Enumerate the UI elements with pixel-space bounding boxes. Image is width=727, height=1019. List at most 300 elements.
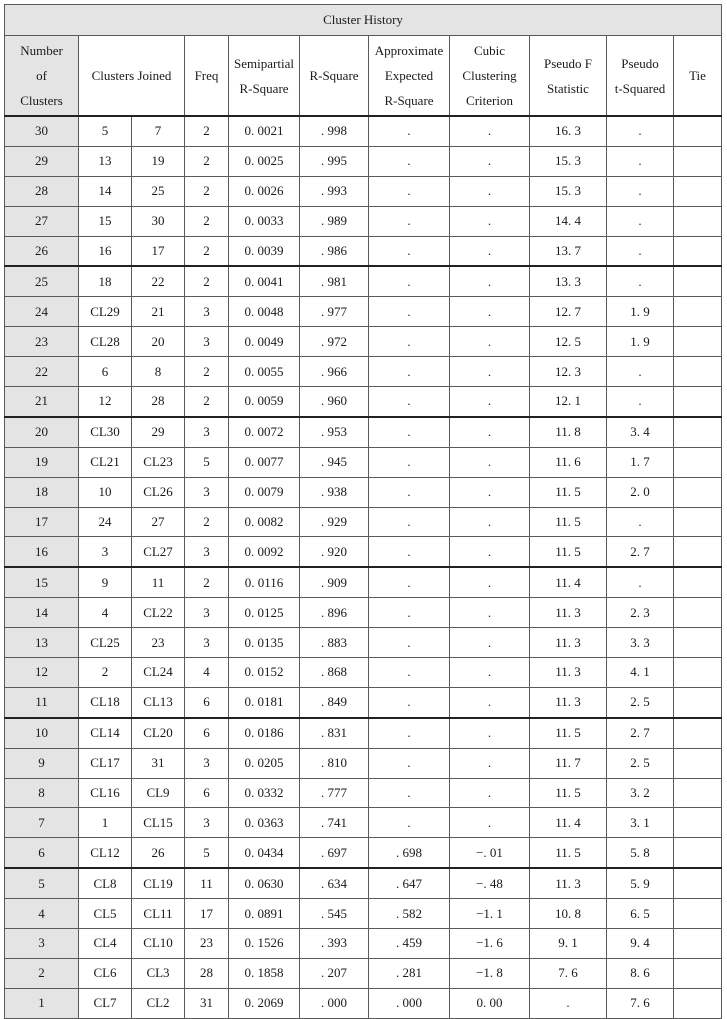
cell-ccc: .	[450, 146, 530, 176]
cell-tie	[674, 658, 722, 688]
cell-rsquare: . 741	[300, 808, 369, 838]
cell-joined-2: CL23	[132, 447, 185, 477]
cell-semipartial-rsquare: 0. 0434	[229, 838, 300, 868]
cell-number-of-clusters: 29	[5, 146, 79, 176]
cell-tie	[674, 116, 722, 146]
cell-tie	[674, 206, 722, 236]
cell-joined-2: 17	[132, 236, 185, 266]
cell-joined-1: CL4	[79, 929, 132, 959]
cell-tie	[674, 628, 722, 658]
cell-pseudo-t-squared: 5. 8	[607, 838, 674, 868]
table-row	[5, 718, 722, 748]
cell-ccc: .	[450, 808, 530, 838]
cell-joined-1: CL16	[79, 778, 132, 808]
cell-rsquare: . 960	[300, 387, 369, 417]
cell-ccc: .	[450, 297, 530, 327]
table-row	[5, 327, 722, 357]
cell-joined-2: 8	[132, 357, 185, 387]
cell-pseudo-t-squared: 3. 3	[607, 628, 674, 658]
cell-number-of-clusters: 30	[5, 116, 79, 146]
cell-approx-expected-rsquare: .	[369, 266, 450, 296]
cell-pseudo-f: 11. 6	[530, 447, 607, 477]
cell-semipartial-rsquare: 0. 0041	[229, 266, 300, 296]
cell-pseudo-f: 7. 6	[530, 958, 607, 988]
cell-approx-expected-rsquare: .	[369, 477, 450, 507]
column-header-row	[5, 36, 722, 117]
cell-pseudo-t-squared: 4. 1	[607, 658, 674, 688]
cell-tie	[674, 387, 722, 417]
cell-number-of-clusters: 23	[5, 327, 79, 357]
cell-ccc: .	[450, 327, 530, 357]
cell-pseudo-t-squared: 9. 4	[607, 929, 674, 959]
cell-freq: 6	[185, 718, 229, 748]
cell-joined-1: 2	[79, 658, 132, 688]
cell-joined-2: CL10	[132, 929, 185, 959]
cell-approx-expected-rsquare: .	[369, 387, 450, 417]
cell-joined-1: CL21	[79, 447, 132, 477]
table-row	[5, 687, 722, 717]
cell-semipartial-rsquare: 0. 0025	[229, 146, 300, 176]
cell-tie	[674, 929, 722, 959]
cell-pseudo-f: 15. 3	[530, 176, 607, 206]
header-rsquare: R-Square	[300, 36, 369, 117]
cell-joined-2: CL3	[132, 958, 185, 988]
cell-semipartial-rsquare: 0. 0026	[229, 176, 300, 206]
cell-freq: 2	[185, 116, 229, 146]
cell-joined-1: CL28	[79, 327, 132, 357]
cell-semipartial-rsquare: 0. 0092	[229, 537, 300, 567]
cell-ccc: .	[450, 266, 530, 296]
table-row	[5, 417, 722, 447]
cell-semipartial-rsquare: 0. 0072	[229, 417, 300, 447]
cell-freq: 28	[185, 958, 229, 988]
cell-joined-2: CL27	[132, 537, 185, 567]
cell-joined-1: CL30	[79, 417, 132, 447]
cell-joined-2: 31	[132, 748, 185, 778]
cell-semipartial-rsquare: 0. 0055	[229, 357, 300, 387]
cell-number-of-clusters: 12	[5, 658, 79, 688]
cell-ccc: .	[450, 567, 530, 597]
table-row	[5, 658, 722, 688]
cell-pseudo-f: 12. 1	[530, 387, 607, 417]
cell-rsquare: . 909	[300, 567, 369, 597]
cell-number-of-clusters: 14	[5, 598, 79, 628]
cell-approx-expected-rsquare: .	[369, 297, 450, 327]
cell-tie	[674, 176, 722, 206]
cell-freq: 3	[185, 598, 229, 628]
cell-tie	[674, 477, 722, 507]
cell-approx-expected-rsquare: .	[369, 146, 450, 176]
cell-rsquare: . 993	[300, 176, 369, 206]
cell-joined-1: 10	[79, 477, 132, 507]
cell-joined-1: 3	[79, 537, 132, 567]
cell-freq: 5	[185, 838, 229, 868]
cell-number-of-clusters: 24	[5, 297, 79, 327]
cell-semipartial-rsquare: 0. 0891	[229, 899, 300, 929]
cell-approx-expected-rsquare: .	[369, 116, 450, 146]
cell-freq: 5	[185, 447, 229, 477]
table-row	[5, 838, 722, 868]
cell-joined-2: 11	[132, 567, 185, 597]
cell-semipartial-rsquare: 0. 0039	[229, 236, 300, 266]
cell-freq: 3	[185, 297, 229, 327]
cell-rsquare: . 545	[300, 899, 369, 929]
cell-freq: 3	[185, 477, 229, 507]
cell-rsquare: . 966	[300, 357, 369, 387]
cell-joined-2: 28	[132, 387, 185, 417]
table-row	[5, 387, 722, 417]
cell-approx-expected-rsquare: .	[369, 357, 450, 387]
cell-freq: 11	[185, 868, 229, 898]
cell-joined-2: 20	[132, 327, 185, 357]
cell-joined-2: 27	[132, 507, 185, 537]
table-row	[5, 507, 722, 537]
cell-ccc: .	[450, 658, 530, 688]
cell-approx-expected-rsquare: .	[369, 206, 450, 236]
cell-joined-1: CL17	[79, 748, 132, 778]
cell-joined-2: CL26	[132, 477, 185, 507]
cell-rsquare: . 810	[300, 748, 369, 778]
header-number-of-clusters: Number of Clusters	[5, 36, 79, 117]
cell-tie	[674, 507, 722, 537]
cell-pseudo-t-squared: .	[607, 146, 674, 176]
table-row	[5, 447, 722, 477]
cell-ccc: .	[450, 778, 530, 808]
table-row	[5, 567, 722, 597]
cell-pseudo-f: 11. 5	[530, 537, 607, 567]
cell-freq: 3	[185, 748, 229, 778]
cell-approx-expected-rsquare: . 459	[369, 929, 450, 959]
table-row	[5, 176, 722, 206]
table-row	[5, 598, 722, 628]
cell-semipartial-rsquare: 0. 0077	[229, 447, 300, 477]
cell-pseudo-f: .	[530, 988, 607, 1018]
cell-approx-expected-rsquare: . 698	[369, 838, 450, 868]
cell-approx-expected-rsquare: .	[369, 598, 450, 628]
cell-pseudo-t-squared: 2. 7	[607, 537, 674, 567]
cell-pseudo-t-squared: .	[607, 206, 674, 236]
cell-pseudo-t-squared: 7. 6	[607, 988, 674, 1018]
cell-tie	[674, 537, 722, 567]
cell-approx-expected-rsquare: .	[369, 236, 450, 266]
cell-pseudo-f: 11. 3	[530, 598, 607, 628]
cell-tie	[674, 778, 722, 808]
cell-rsquare: . 945	[300, 447, 369, 477]
table-row	[5, 988, 722, 1018]
cell-pseudo-t-squared: 5. 9	[607, 868, 674, 898]
cell-tie	[674, 236, 722, 266]
cell-ccc: −1. 8	[450, 958, 530, 988]
cell-joined-2: CL24	[132, 658, 185, 688]
cell-pseudo-f: 11. 3	[530, 687, 607, 717]
cell-number-of-clusters: 16	[5, 537, 79, 567]
cell-rsquare: . 896	[300, 598, 369, 628]
cell-rsquare: . 697	[300, 838, 369, 868]
cell-ccc: .	[450, 687, 530, 717]
cell-joined-1: 4	[79, 598, 132, 628]
cell-joined-1: CL14	[79, 718, 132, 748]
cell-number-of-clusters: 18	[5, 477, 79, 507]
cell-approx-expected-rsquare: .	[369, 327, 450, 357]
cell-freq: 2	[185, 567, 229, 597]
cell-joined-1: 16	[79, 236, 132, 266]
header-clusters-joined: Clusters Joined	[79, 36, 185, 117]
cell-freq: 2	[185, 146, 229, 176]
cell-semipartial-rsquare: 0. 0082	[229, 507, 300, 537]
cell-tie	[674, 266, 722, 296]
table-row	[5, 958, 722, 988]
cell-rsquare: . 986	[300, 236, 369, 266]
header-freq: Freq	[185, 36, 229, 117]
cell-semipartial-rsquare: 0. 0021	[229, 116, 300, 146]
cell-joined-2: 23	[132, 628, 185, 658]
cell-number-of-clusters: 9	[5, 748, 79, 778]
cell-rsquare: . 995	[300, 146, 369, 176]
cell-tie	[674, 748, 722, 778]
cell-rsquare: . 000	[300, 988, 369, 1018]
cell-pseudo-t-squared: 3. 1	[607, 808, 674, 838]
cell-approx-expected-rsquare: . 281	[369, 958, 450, 988]
cell-approx-expected-rsquare: .	[369, 687, 450, 717]
cell-approx-expected-rsquare: .	[369, 176, 450, 206]
header-pseudo-t-squared: Pseudo t-Squared	[607, 36, 674, 117]
cell-approx-expected-rsquare: .	[369, 417, 450, 447]
cell-ccc: .	[450, 387, 530, 417]
cell-pseudo-t-squared: .	[607, 387, 674, 417]
cell-joined-1: CL18	[79, 687, 132, 717]
cell-ccc: .	[450, 447, 530, 477]
cell-pseudo-f: 11. 3	[530, 868, 607, 898]
cell-freq: 6	[185, 778, 229, 808]
cell-pseudo-f: 13. 3	[530, 266, 607, 296]
cell-joined-1: 14	[79, 176, 132, 206]
cell-pseudo-f: 11. 8	[530, 417, 607, 447]
cell-ccc: −1. 1	[450, 899, 530, 929]
cell-freq: 31	[185, 988, 229, 1018]
cell-number-of-clusters: 19	[5, 447, 79, 477]
cell-number-of-clusters: 5	[5, 868, 79, 898]
cell-joined-1: 13	[79, 146, 132, 176]
cell-number-of-clusters: 21	[5, 387, 79, 417]
cell-rsquare: . 989	[300, 206, 369, 236]
cell-pseudo-f: 14. 4	[530, 206, 607, 236]
cell-approx-expected-rsquare: .	[369, 778, 450, 808]
cell-approx-expected-rsquare: .	[369, 718, 450, 748]
cell-number-of-clusters: 28	[5, 176, 79, 206]
cell-rsquare: . 777	[300, 778, 369, 808]
cell-tie	[674, 808, 722, 838]
table-row	[5, 116, 722, 146]
cell-joined-2: 25	[132, 176, 185, 206]
table-row	[5, 628, 722, 658]
table-title: Cluster History	[5, 5, 722, 36]
cell-joined-2: CL22	[132, 598, 185, 628]
cell-semipartial-rsquare: 0. 0135	[229, 628, 300, 658]
cell-pseudo-t-squared: .	[607, 507, 674, 537]
cell-semipartial-rsquare: 0. 2069	[229, 988, 300, 1018]
cell-number-of-clusters: 6	[5, 838, 79, 868]
cell-pseudo-f: 11. 4	[530, 808, 607, 838]
cell-rsquare: . 977	[300, 297, 369, 327]
cell-freq: 17	[185, 899, 229, 929]
cell-freq: 3	[185, 808, 229, 838]
cell-pseudo-t-squared: 1. 7	[607, 447, 674, 477]
cell-pseudo-t-squared: .	[607, 236, 674, 266]
cell-approx-expected-rsquare: .	[369, 447, 450, 477]
cell-ccc: .	[450, 116, 530, 146]
table-row	[5, 778, 722, 808]
cell-pseudo-f: 12. 7	[530, 297, 607, 327]
cell-rsquare: . 393	[300, 929, 369, 959]
cell-freq: 4	[185, 658, 229, 688]
cell-semipartial-rsquare: 0. 0363	[229, 808, 300, 838]
cell-semipartial-rsquare: 0. 0059	[229, 387, 300, 417]
cell-freq: 2	[185, 387, 229, 417]
cell-rsquare: . 207	[300, 958, 369, 988]
cell-semipartial-rsquare: 0. 0152	[229, 658, 300, 688]
cell-tie	[674, 567, 722, 597]
cell-pseudo-f: 12. 5	[530, 327, 607, 357]
cell-semipartial-rsquare: 0. 0079	[229, 477, 300, 507]
table-row	[5, 266, 722, 296]
cell-freq: 2	[185, 507, 229, 537]
cell-freq: 3	[185, 537, 229, 567]
cell-number-of-clusters: 7	[5, 808, 79, 838]
cell-ccc: .	[450, 507, 530, 537]
cell-joined-1: CL8	[79, 868, 132, 898]
cell-tie	[674, 868, 722, 898]
cell-approx-expected-rsquare: .	[369, 748, 450, 778]
cell-joined-1: 6	[79, 357, 132, 387]
table-row	[5, 537, 722, 567]
table-row	[5, 297, 722, 327]
cell-tie	[674, 146, 722, 176]
cell-pseudo-t-squared: 6. 5	[607, 899, 674, 929]
cell-number-of-clusters: 17	[5, 507, 79, 537]
cell-joined-1: 5	[79, 116, 132, 146]
table-row	[5, 236, 722, 266]
cell-ccc: .	[450, 718, 530, 748]
cell-ccc: −1. 6	[450, 929, 530, 959]
cell-rsquare: . 998	[300, 116, 369, 146]
cell-joined-2: 21	[132, 297, 185, 327]
cell-joined-2: 7	[132, 116, 185, 146]
cell-number-of-clusters: 3	[5, 929, 79, 959]
cell-semipartial-rsquare: 0. 0205	[229, 748, 300, 778]
cell-rsquare: . 883	[300, 628, 369, 658]
cell-pseudo-t-squared: .	[607, 116, 674, 146]
cell-freq: 2	[185, 176, 229, 206]
cell-joined-2: CL2	[132, 988, 185, 1018]
cell-rsquare: . 938	[300, 477, 369, 507]
cell-rsquare: . 929	[300, 507, 369, 537]
cell-pseudo-f: 15. 3	[530, 146, 607, 176]
cell-pseudo-t-squared: 2. 3	[607, 598, 674, 628]
cell-pseudo-t-squared: .	[607, 567, 674, 597]
cell-rsquare: . 831	[300, 718, 369, 748]
table-title-row	[5, 5, 722, 36]
cell-semipartial-rsquare: 0. 0125	[229, 598, 300, 628]
cell-joined-2: CL13	[132, 687, 185, 717]
cell-pseudo-f: 11. 5	[530, 507, 607, 537]
cell-number-of-clusters: 26	[5, 236, 79, 266]
cell-rsquare: . 634	[300, 868, 369, 898]
cell-tie	[674, 598, 722, 628]
cell-rsquare: . 920	[300, 537, 369, 567]
cell-pseudo-f: 11. 3	[530, 628, 607, 658]
cell-pseudo-f: 11. 7	[530, 748, 607, 778]
cell-ccc: .	[450, 176, 530, 206]
cell-tie	[674, 988, 722, 1018]
cell-freq: 3	[185, 327, 229, 357]
cell-pseudo-f: 11. 5	[530, 477, 607, 507]
cell-approx-expected-rsquare: .	[369, 537, 450, 567]
cell-joined-1: CL7	[79, 988, 132, 1018]
cell-freq: 2	[185, 236, 229, 266]
cell-semipartial-rsquare: 0. 0630	[229, 868, 300, 898]
table-row	[5, 206, 722, 236]
cell-tie	[674, 447, 722, 477]
cell-number-of-clusters: 1	[5, 988, 79, 1018]
cell-pseudo-t-squared: 2. 5	[607, 748, 674, 778]
cell-number-of-clusters: 22	[5, 357, 79, 387]
header-cubic-clustering-criterion: Cubic Clustering Criterion	[450, 36, 530, 117]
cell-approx-expected-rsquare: . 647	[369, 868, 450, 898]
cell-semipartial-rsquare: 0. 0048	[229, 297, 300, 327]
cell-pseudo-t-squared: .	[607, 357, 674, 387]
cell-joined-2: CL11	[132, 899, 185, 929]
cell-tie	[674, 357, 722, 387]
cell-tie	[674, 417, 722, 447]
header-semipartial-rsquare: Semipartial R-Square	[229, 36, 300, 117]
cell-pseudo-t-squared: 2. 0	[607, 477, 674, 507]
cell-pseudo-f: 11. 5	[530, 718, 607, 748]
cell-tie	[674, 838, 722, 868]
cell-joined-2: 22	[132, 266, 185, 296]
cell-pseudo-f: 9. 1	[530, 929, 607, 959]
cell-joined-1: CL6	[79, 958, 132, 988]
cell-ccc: .	[450, 598, 530, 628]
cell-pseudo-f: 11. 3	[530, 658, 607, 688]
cell-semipartial-rsquare: 0. 0049	[229, 327, 300, 357]
cell-number-of-clusters: 2	[5, 958, 79, 988]
cell-number-of-clusters: 20	[5, 417, 79, 447]
cell-tie	[674, 958, 722, 988]
cell-approx-expected-rsquare: .	[369, 658, 450, 688]
cell-joined-2: 19	[132, 146, 185, 176]
cell-joined-1: 24	[79, 507, 132, 537]
cell-rsquare: . 981	[300, 266, 369, 296]
table-row	[5, 146, 722, 176]
cell-tie	[674, 718, 722, 748]
cell-ccc: −. 48	[450, 868, 530, 898]
cell-pseudo-t-squared: .	[607, 176, 674, 206]
cell-freq: 6	[185, 687, 229, 717]
cell-number-of-clusters: 15	[5, 567, 79, 597]
table-row	[5, 748, 722, 778]
cell-joined-2: CL9	[132, 778, 185, 808]
cell-pseudo-f: 10. 8	[530, 899, 607, 929]
cell-joined-1: CL29	[79, 297, 132, 327]
cell-pseudo-f: 12. 3	[530, 357, 607, 387]
cell-joined-1: CL5	[79, 899, 132, 929]
cell-rsquare: . 953	[300, 417, 369, 447]
cluster-history-table-container	[4, 4, 721, 1019]
cell-approx-expected-rsquare: .	[369, 808, 450, 838]
cell-joined-2: CL20	[132, 718, 185, 748]
cell-pseudo-t-squared: 1. 9	[607, 327, 674, 357]
cell-joined-1: 12	[79, 387, 132, 417]
